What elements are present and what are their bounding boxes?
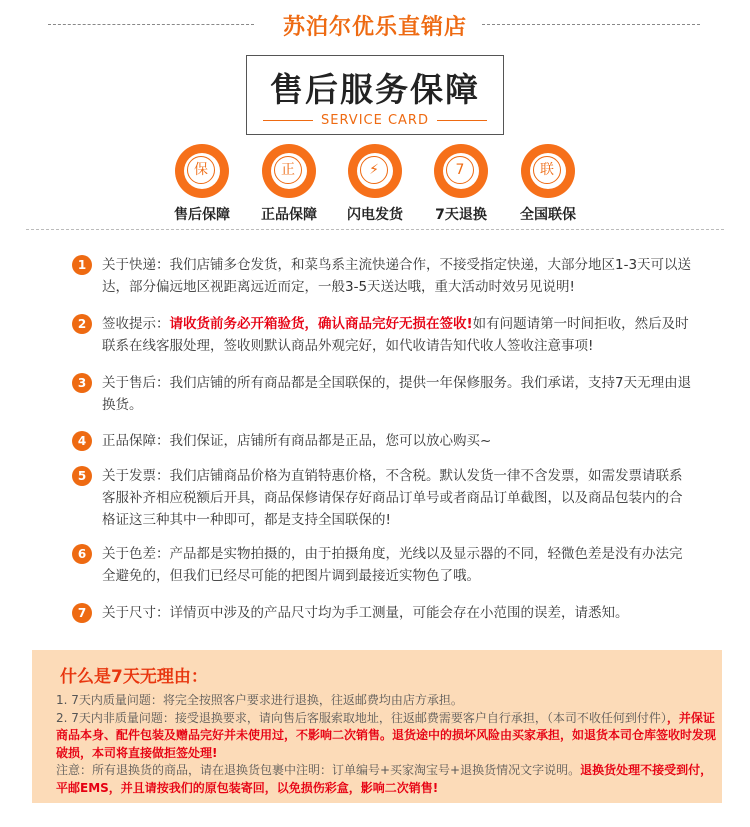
highlight-text: 请收货前务必开箱验货，确认商品完好无损在签收! [169, 316, 473, 332]
item-number-badge: 2 [72, 314, 92, 334]
badge-inner [443, 153, 479, 189]
body-text: 关于快递：我们店铺多仓发货，和菜鸟系主流快递合作，不接受指定快递，大部分地区1-3天可以送达，部分偏远地区视距离远近而定，一般3-5天送达哦，重大活动时效另见说明! [102, 257, 692, 295]
shield-icon [175, 144, 229, 198]
badge-label: 7天退换 [435, 207, 487, 223]
body-text: 关于尺寸：详情页中涉及的产品尺寸均为手工测量，可能会存在小范围的误差，请悉知。 [102, 605, 629, 621]
card-title: 售后服务保障 [270, 70, 480, 109]
badge-inner [357, 153, 393, 189]
body-text: 关于发票：我们店铺商品价格为直销特惠价格，不含税。默认发货一律不含发票，如需发票请联系客服补齐相应税额后开具，商品保修请保存好商品订单号或者商品订单截图，以及商品包装内的合格证这三种其中一种即可，都是支持全国联保的! [102, 468, 683, 528]
item-text [102, 313, 692, 357]
badge-label: 售后保障 [174, 207, 230, 223]
badge-inner [530, 153, 566, 189]
warranty-icon [521, 144, 575, 198]
header-divider-right [482, 24, 700, 25]
body-text: 关于售后：我们店铺的所有商品都是全国联保的，提供一年保修服务。我们承诺，支持7天无理由退换货。 [102, 375, 692, 413]
item-number-badge: 1 [72, 255, 92, 275]
return-policy-line-1: 1. 7天内质量问题：将完全按照客户要求进行退换，往返邮费均由店方承担。 [56, 693, 463, 707]
body-text: 注意：所有退换货的商品，请在退换货包裹中注明：订单编号+买家淘宝号+退换货情况文字说明。 [56, 763, 581, 777]
seven-day-return-box [32, 650, 722, 803]
body-text: 2. 7天内非质量问题：接受退换要求，请向售后客服索取地址，往返邮费需要客户自行承担，（本司不收任何到付件） [56, 710, 667, 725]
badge-glyph: ⚡ [360, 156, 388, 184]
return-policy-body [56, 692, 718, 762]
badge-glyph: 保 [187, 156, 215, 184]
card-subtitle: SERVICE CARD [321, 113, 429, 128]
highlight-text: ，并保证商品本身、配件包装及赠品完好并未使用过，不影响二次销售。退货途中的损坏风险由买家承担，如退货本司仓库签收时发现破损，本司将直接做拒签处理! [56, 710, 717, 760]
badge-glyph: 7 [446, 156, 474, 184]
body-text: 正品保障：我们保证，店铺所有商品都是正品，您可以放心购买~ [102, 433, 492, 449]
section-divider [26, 229, 724, 230]
body-text: 签收提示： [102, 316, 170, 332]
badge-label: 全国联保 [520, 207, 576, 223]
return-policy-note [56, 762, 718, 797]
badge-inner [184, 153, 220, 189]
badge-glyph: 联 [533, 156, 561, 184]
body-text: 关于色差：产品都是实物拍摄的，由于拍摄角度，光线以及显示器的不同，轻微色差是没有办法完全避免的，但我们已经尽可能的把图片调到最接近实物色了哦。 [102, 546, 683, 584]
body-text: 如有问题请第一时间拒收，然后及时联系在线客服处理，签收则默认商品外观完好，如代收请告知代收人签收注意事项! [102, 316, 689, 354]
item-text [102, 543, 692, 587]
lightning-icon [348, 144, 402, 198]
seven-days-icon [434, 144, 488, 198]
item-number-badge: 3 [72, 373, 92, 393]
item-number-badge: 7 [72, 603, 92, 623]
item-text [102, 602, 692, 624]
item-text [102, 254, 692, 298]
genuine-icon [262, 144, 316, 198]
badge-label: 闪电发货 [347, 207, 403, 223]
service-card [246, 55, 504, 135]
card-line-right [437, 120, 487, 121]
highlight-text: 退换货处理不接受到付，平邮EMS，并且请按我们的原包装寄回，以免损伤彩盒，影响二次销售! [56, 763, 713, 795]
item-text [102, 465, 692, 531]
item-number-badge: 5 [72, 466, 92, 486]
badge-inner [271, 153, 307, 189]
badge-glyph: 正 [274, 156, 302, 184]
return-policy-line-2 [56, 710, 718, 763]
item-number-badge: 4 [72, 431, 92, 451]
item-text [102, 430, 692, 452]
return-policy-title: 什么是7天无理由： [60, 667, 208, 687]
item-number-badge: 6 [72, 544, 92, 564]
badge-label: 正品保障 [261, 207, 317, 223]
item-text [102, 372, 692, 416]
store-name: 苏泊尔优乐直销店 [282, 15, 467, 40]
